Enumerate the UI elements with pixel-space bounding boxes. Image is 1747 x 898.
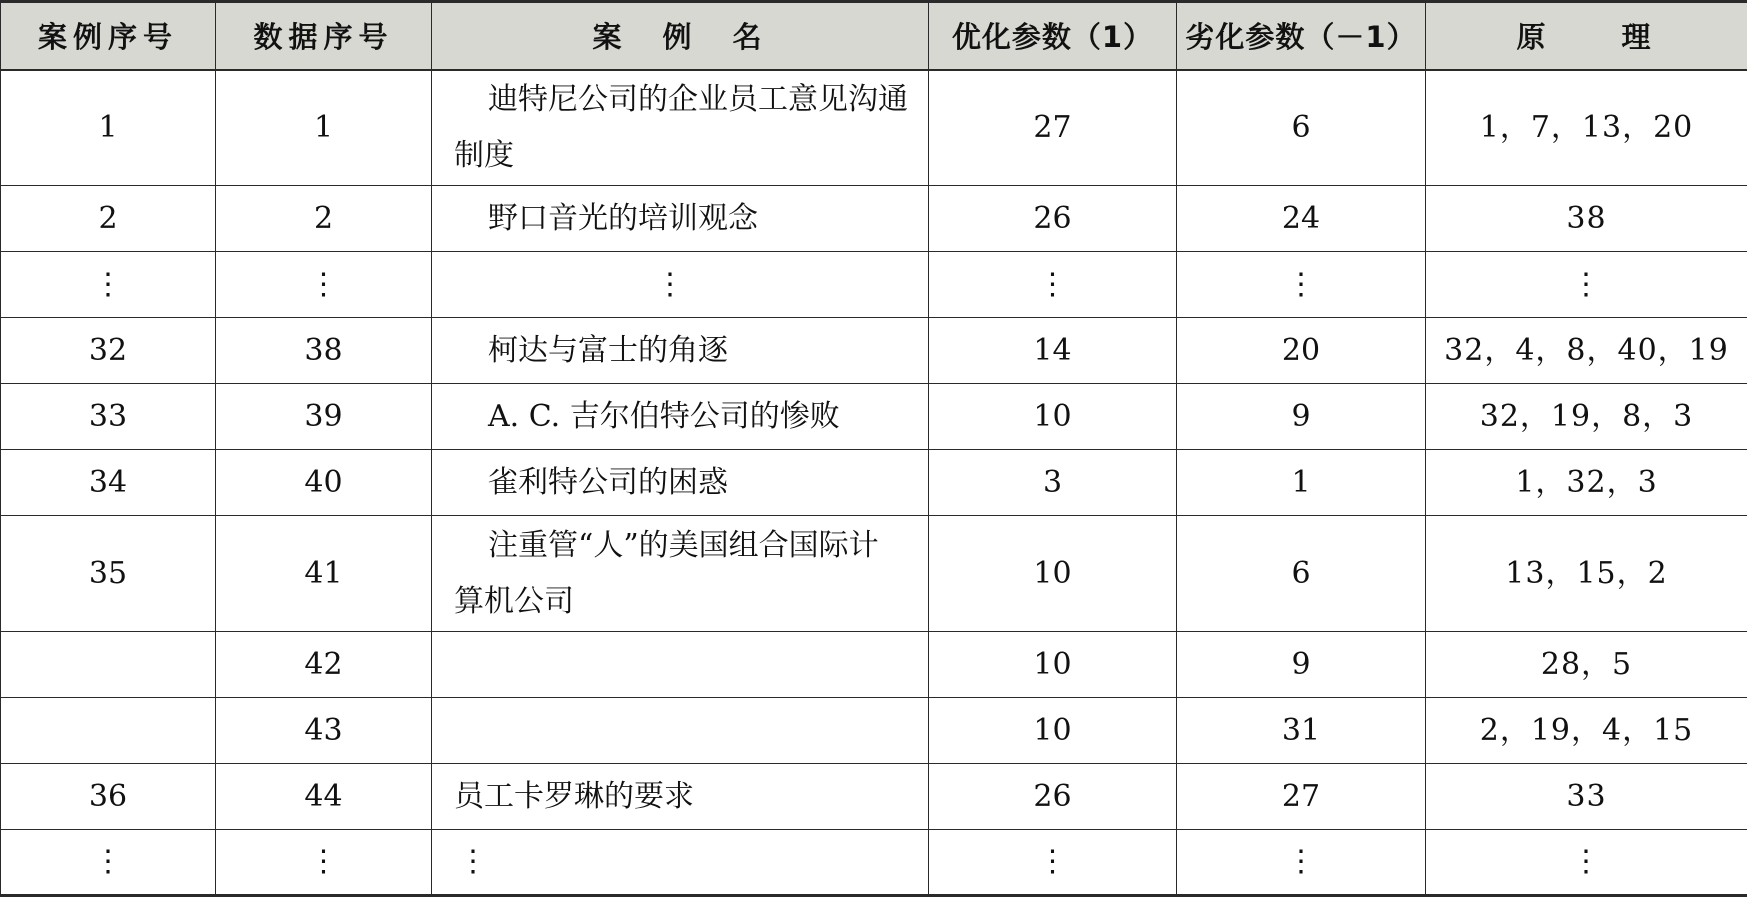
cell-case-name: 柯达与富士的角逐	[432, 318, 929, 384]
cell-degrade: 9	[1177, 384, 1426, 450]
cell-principle: 32，4，8，40，19	[1426, 318, 1747, 384]
cell-data-no: 42	[216, 632, 432, 698]
cell-case-no	[1, 698, 216, 764]
cell-data-no: ⋮	[216, 830, 432, 896]
table-row	[1, 698, 1747, 764]
cell-optimize: 26	[929, 764, 1177, 830]
table-body	[1, 70, 1747, 896]
table-row	[1, 450, 1747, 516]
cell-degrade: ⋮	[1177, 830, 1426, 896]
cell-degrade: 27	[1177, 764, 1426, 830]
cell-data-no: ⋮	[216, 252, 432, 318]
cell-data-no: 40	[216, 450, 432, 516]
cell-principle: 13，15，2	[1426, 516, 1747, 632]
cell-principle: 28，5	[1426, 632, 1747, 698]
table-row	[1, 186, 1747, 252]
cell-optimize: 26	[929, 186, 1177, 252]
cell-degrade: 31	[1177, 698, 1426, 764]
table-row-ellipsis	[1, 252, 1747, 318]
cell-data-no: 2	[216, 186, 432, 252]
cell-case-name: 注重管“人”的美国组合国际计算机公司	[432, 516, 929, 632]
cell-principle: 38	[1426, 186, 1747, 252]
cell-case-name: 员工卡罗琳的要求	[432, 764, 929, 830]
table-row	[1, 384, 1747, 450]
cell-optimize: 27	[929, 70, 1177, 186]
header-optimize-param: 优化参数（1）	[929, 2, 1177, 70]
cell-case-name: ⋮	[432, 830, 929, 896]
cell-optimize: 10	[929, 516, 1177, 632]
table-row	[1, 318, 1747, 384]
cell-principle: 1，32，3	[1426, 450, 1747, 516]
table-row-ellipsis	[1, 830, 1747, 896]
cell-data-no: 41	[216, 516, 432, 632]
cell-degrade: 6	[1177, 70, 1426, 186]
cell-case-name: 迪特尼公司的企业员工意见沟通制度	[432, 70, 929, 186]
cell-case-no: 36	[1, 764, 216, 830]
header-case-no: 案例序号	[1, 2, 216, 70]
cell-optimize: 10	[929, 632, 1177, 698]
table-row	[1, 632, 1747, 698]
cell-case-name: 雀利特公司的困惑	[432, 450, 929, 516]
cell-optimize: ⋮	[929, 830, 1177, 896]
cell-data-no: 43	[216, 698, 432, 764]
table-row	[1, 70, 1747, 186]
cell-data-no: 44	[216, 764, 432, 830]
cell-data-no: 1	[216, 70, 432, 186]
header-row	[1, 2, 1747, 70]
cell-data-no: 38	[216, 318, 432, 384]
cell-case-no: 34	[1, 450, 216, 516]
header-degrade-param: 劣化参数（－1）	[1177, 2, 1426, 70]
cell-degrade: 6	[1177, 516, 1426, 632]
cell-case-name: ⋮	[432, 252, 929, 318]
cell-degrade: 9	[1177, 632, 1426, 698]
cell-principle: 32，19，8，3	[1426, 384, 1747, 450]
cell-principle: 33	[1426, 764, 1747, 830]
cell-optimize: 14	[929, 318, 1177, 384]
cell-degrade: 1	[1177, 450, 1426, 516]
cell-degrade: 20	[1177, 318, 1426, 384]
table-header	[1, 2, 1747, 70]
cell-principle: ⋮	[1426, 830, 1747, 896]
header-case-name: 案 例 名	[432, 2, 929, 70]
cell-case-name: A. C. 吉尔伯特公司的惨败	[432, 384, 929, 450]
cell-principle: 1，7，13，20	[1426, 70, 1747, 186]
cell-case-no: 33	[1, 384, 216, 450]
cell-case-no	[1, 632, 216, 698]
cell-degrade: 24	[1177, 186, 1426, 252]
cell-optimize: ⋮	[929, 252, 1177, 318]
cell-case-no: ⋮	[1, 252, 216, 318]
cell-optimize: 10	[929, 384, 1177, 450]
table-row	[1, 516, 1747, 632]
cell-case-name	[432, 698, 929, 764]
cell-case-no: ⋮	[1, 830, 216, 896]
cell-case-no: 1	[1, 70, 216, 186]
header-data-no: 数据序号	[216, 2, 432, 70]
cell-data-no: 39	[216, 384, 432, 450]
cell-case-name: 野口音光的培训观念	[432, 186, 929, 252]
table-row	[1, 764, 1747, 830]
cell-optimize: 10	[929, 698, 1177, 764]
cell-optimize: 3	[929, 450, 1177, 516]
cell-principle: ⋮	[1426, 252, 1747, 318]
cell-case-no: 35	[1, 516, 216, 632]
cell-case-no: 32	[1, 318, 216, 384]
header-principle: 原 理	[1426, 2, 1747, 70]
cell-case-name	[432, 632, 929, 698]
cell-case-no: 2	[1, 186, 216, 252]
cell-degrade: ⋮	[1177, 252, 1426, 318]
cell-principle: 2，19，4，15	[1426, 698, 1747, 764]
